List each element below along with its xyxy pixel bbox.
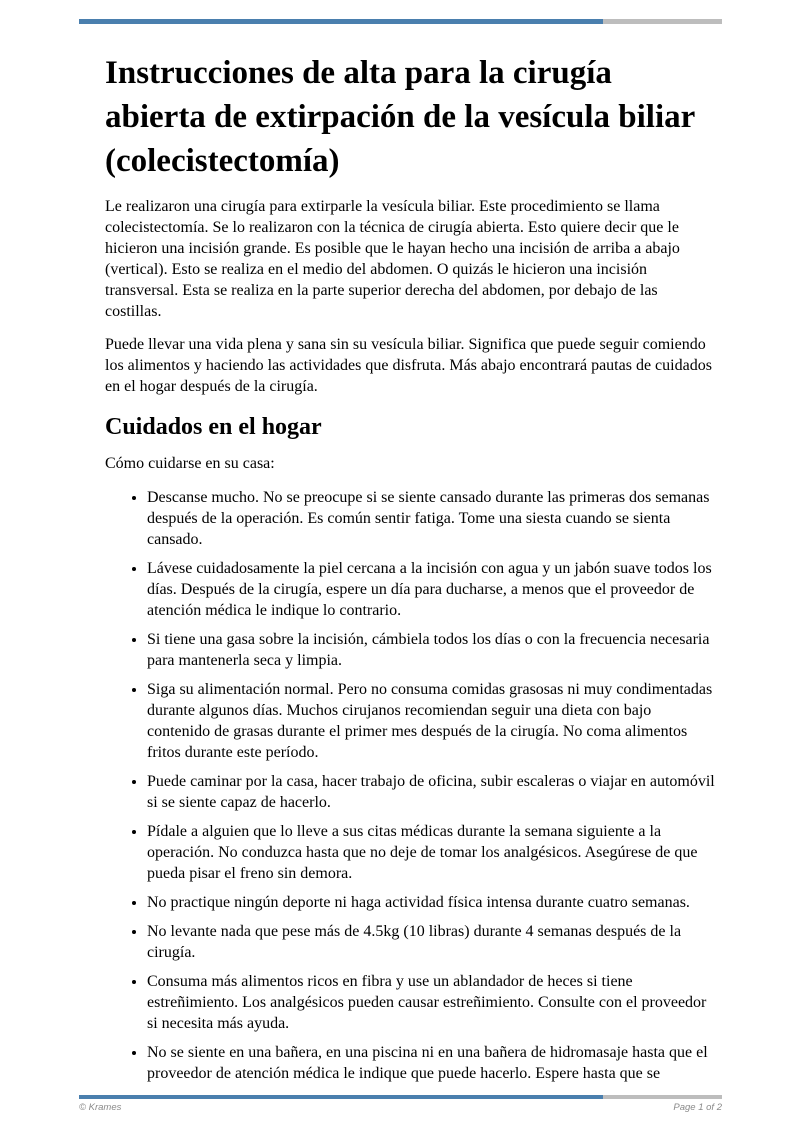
list-item: • Siga su alimentación normal. Pero no consuma comidas grasosas ni muy condimentadas durante algunos días. Muchos cirujanos recomiendan seguir una dieta con bajo contenido de grasas durante el primer mes después de la cirugía. No coma alimentos fritos durante este período. (147, 679, 718, 763)
page-title-line-2: abierta de extirpación de la vesícula biliar (105, 99, 696, 135)
intro-paragraph-2: Puede llevar una vida plena y sana sin su vesícula biliar. Significa que puede seguir comiendo los alimentos y haciendo las actividades que disfruta. Más abajo encontrará pautas de cuidados en el hogar después de la cirugía. (105, 336, 712, 395)
list-item: • Lávese cuidadosamente la piel cercana a la incisión con agua y un jabón suave todos los días. Después de la cirugía, espere un día para ducharse, a menos que el proveedor de atención médica le indique lo contrario. (147, 558, 718, 621)
list-item: • Si tiene una gasa sobre la incisión, cámbiela todos los días o con la frecuencia necesaria para mantenerla seca y limpia. (147, 629, 718, 671)
document-body (105, 24, 718, 1092)
list-item: • No levante nada que pese más de 4.5kg (10 libras) durante 4 semanas después de la cirugía. (147, 921, 718, 963)
footer-accent-rule (79, 1095, 722, 1099)
page-title-line-1: Instrucciones de alta para la cirugía (105, 55, 612, 91)
list-item: • Pídale a alguien que lo lleve a sus citas médicas durante la semana siguiente a la operación. No conduzca hasta que no deje de tomar los analgésicos. Asegúrese de que pueda pisar el freno sin demora. (147, 821, 718, 884)
page-title-line-3: (colecistectomía) (105, 143, 340, 179)
list-item: • Consuma más alimentos ricos en fibra y use un ablandador de heces si tiene estreñimiento. Los analgésicos pueden causar estreñimiento. Consulte con el proveedor si necesita más ayuda. (147, 971, 718, 1034)
page-title (105, 51, 718, 183)
page-footer (79, 1101, 722, 1114)
care-list-intro: Cómo cuidarse en su casa: (105, 455, 275, 472)
list-item: • Descanse mucho. No se preocupe si se siente cansado durante las primeras dos semanas después de la operación. Es común sentir fatiga. Tome una siesta cuando se sienta cansado. (147, 487, 718, 550)
list-item: • Puede caminar por la casa, hacer trabajo de oficina, subir escaleras o viajar en automóvil si se siente capaz de hacerlo. (147, 771, 718, 813)
care-instructions-list (105, 487, 718, 1084)
footer-page-number: Page 1 of 2 (673, 1102, 722, 1113)
list-item: • No practique ningún deporte ni haga actividad física intensa durante cuatro semanas. (147, 892, 718, 913)
intro-paragraph-1: Le realizaron una cirugía para extirparle la vesícula biliar. Este procedimiento se llama colecistectomía. Se lo realizaron con la técnica de cirugía abierta. Esto quiere decir que le hicieron una incisión grande. Es posible que le hayan hecho una incisión de arriba a abajo (vertical). Esto se realiza en el medio del abdomen. O quizás le hicieron una incisión transversal. Esta se realiza en la parte superior derecha del abdomen, por debajo de las costillas. (105, 198, 680, 320)
list-item: • No se siente en una bañera, en una piscina ni en una bañera de hidromasaje hasta que el proveedor de atención médica le indique que puede hacerlo. Espere hasta que se (147, 1042, 718, 1084)
section-heading-home-care: Cuidados en el hogar (105, 414, 322, 440)
footer-rule-blue-segment (79, 1095, 603, 1099)
footer-rule-gray-segment (603, 1095, 722, 1099)
footer-copyright: © Krames (79, 1102, 122, 1113)
